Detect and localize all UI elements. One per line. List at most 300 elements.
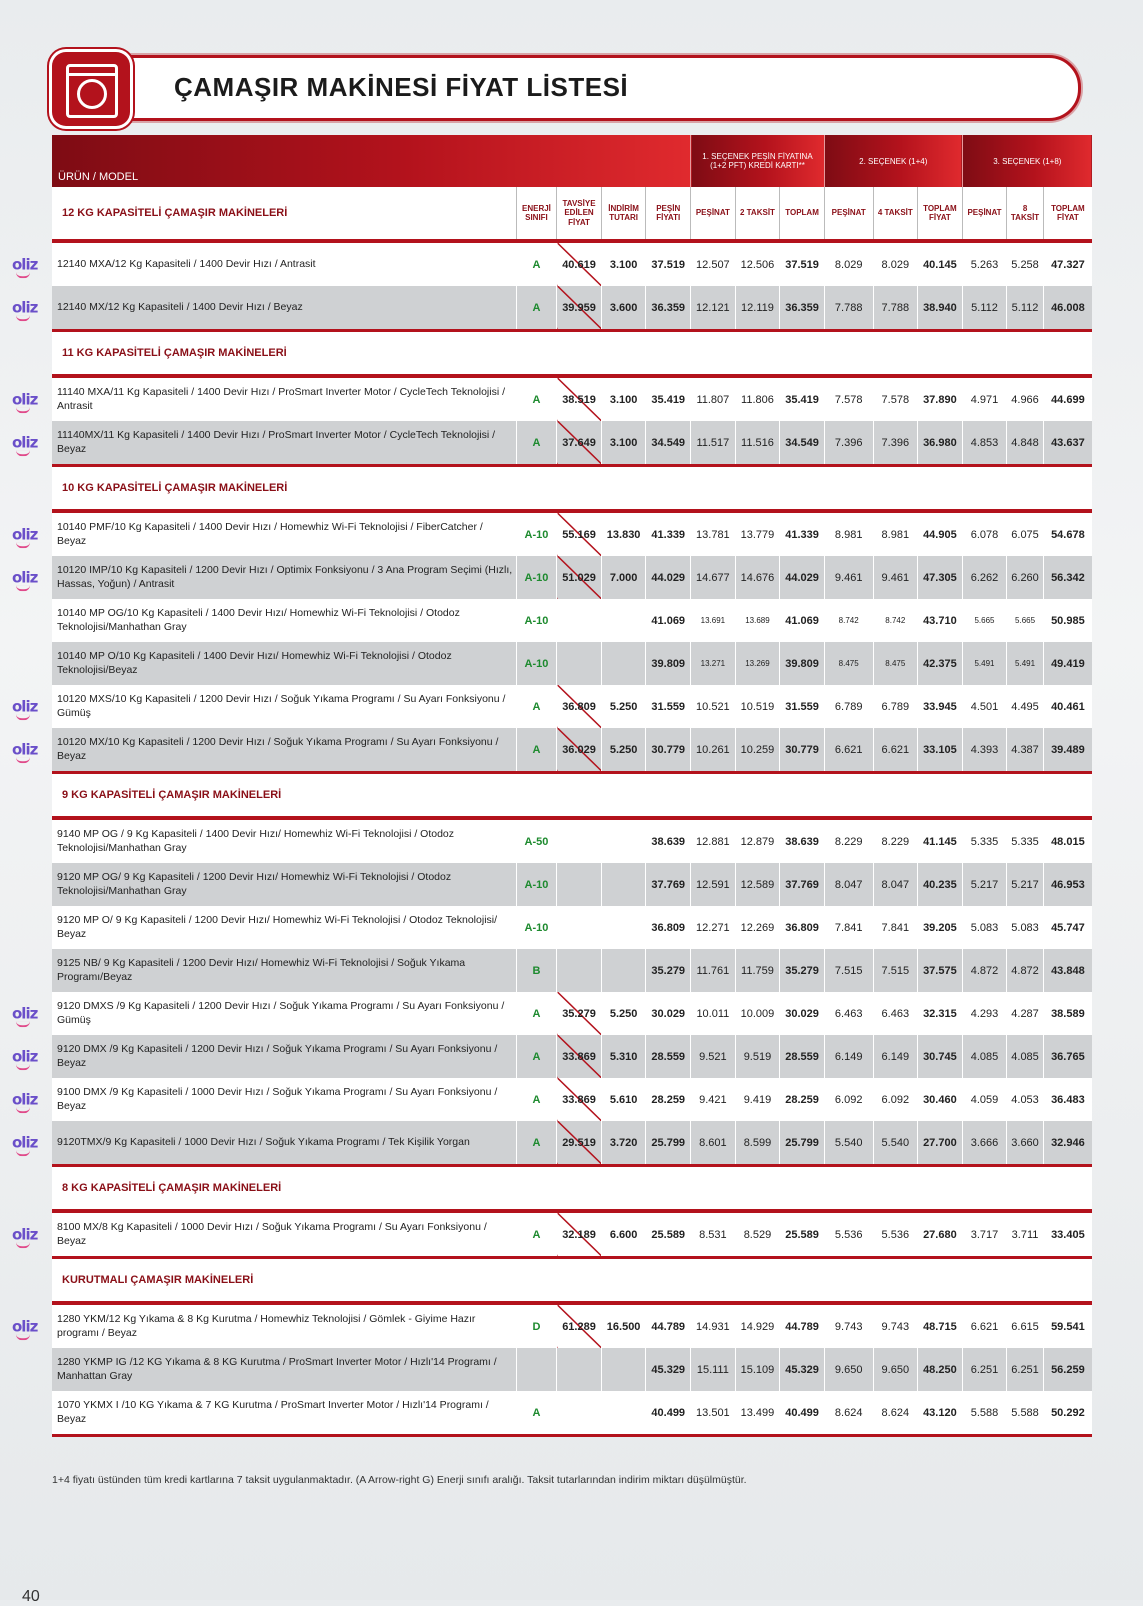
cell-opt1-total: 31.559 — [780, 685, 825, 728]
product-name-text: 9120 DMX /9 Kg Kapasiteli / 1200 Devir Hızı / Soğuk Yıkama Programı / Su Ayarı Fonksiyonu / Beyaz — [57, 1042, 498, 1069]
cell-recommended-price — [557, 642, 602, 685]
cell-opt2-total: 27.680 — [918, 1211, 963, 1258]
cell-opt3-total: 36.483 — [1043, 1078, 1092, 1121]
product-name-text: 9100 DMX /9 Kg Kapasiteli / 1000 Devir Hızı / Soğuk Yıkama Programı / Su Ayarı Fonksiyonu / Beyaz — [57, 1085, 498, 1112]
cell-opt2-4-installment: 9.743 — [873, 1303, 918, 1348]
cell-opt3-total: 48.015 — [1043, 818, 1092, 863]
cell-opt2-4-installment: 8.047 — [873, 863, 918, 906]
cell-discount: 5.610 — [601, 1078, 646, 1121]
cell-discount — [601, 599, 646, 642]
product-name-text: 9125 NB/ 9 Kg Kapasiteli / 1200 Devir Hızı/ Homewhiz Wi-Fi Teknolojisi / Soğuk Yıkama Programı/Beyaz — [57, 956, 466, 983]
oliz-logo: oliz — [12, 297, 38, 316]
product-name — [12, 1035, 516, 1078]
cell-opt1-2-installment: 11.806 — [735, 376, 780, 421]
table-row — [52, 376, 1092, 421]
cell-cash-price: 38.639 — [646, 818, 691, 863]
cell-discount: 16.500 — [601, 1303, 646, 1348]
cell-opt1-2-installment: 13.689 — [735, 599, 780, 642]
section-title: KURUTMALI ÇAMAŞIR MAKİNELERİ — [52, 1258, 1092, 1304]
section-title: 8 KG KAPASİTELİ ÇAMAŞIR MAKİNELERİ — [52, 1166, 1092, 1212]
cell-opt2-total: 48.715 — [918, 1303, 963, 1348]
section-row — [52, 1166, 1092, 1212]
cell-opt1-total: 36.809 — [780, 906, 825, 949]
product-name-text: 12140 MXA/12 Kg Kapasiteli / 1400 Devir Hızı / Antrasit — [57, 257, 316, 270]
cell-opt3-total: 56.259 — [1043, 1348, 1092, 1391]
cell-opt1-downpayment: 13.271 — [691, 642, 736, 685]
cell-energy-class: A — [516, 1391, 557, 1436]
cell-opt2-downpayment: 7.788 — [824, 286, 873, 331]
cell-opt3-downpayment: 5.491 — [962, 642, 1007, 685]
table-row — [52, 556, 1092, 599]
column-header-opt1-total: TOPLAM — [780, 187, 825, 241]
product-name — [12, 685, 516, 728]
cell-opt2-4-installment: 9.650 — [873, 1348, 918, 1391]
header-option-2: 2. SEÇENEK (1+4) — [824, 135, 962, 187]
cell-opt1-2-installment: 10.259 — [735, 728, 780, 773]
table-row — [52, 241, 1092, 286]
cell-opt3-downpayment: 5.588 — [962, 1391, 1007, 1436]
cell-opt3-downpayment: 4.971 — [962, 376, 1007, 421]
cell-opt3-total: 43.637 — [1043, 421, 1092, 466]
cell-opt1-total: 38.639 — [780, 818, 825, 863]
cell-opt1-2-installment: 12.589 — [735, 863, 780, 906]
product-name — [12, 286, 516, 331]
table-row — [52, 421, 1092, 466]
cell-opt1-downpayment: 12.507 — [691, 241, 736, 286]
column-header-opt2-downpayment: PEŞİNAT — [824, 187, 873, 241]
cell-opt3-downpayment: 4.872 — [962, 949, 1007, 992]
product-name — [12, 1078, 516, 1121]
section-row — [52, 331, 1092, 377]
cell-opt1-2-installment: 9.519 — [735, 1035, 780, 1078]
price-table — [12, 135, 1092, 1437]
cell-cash-price: 28.259 — [646, 1078, 691, 1121]
product-name-text: 1280 YKMP IG /12 KG Yıkama & 8 KG Kurutma / ProSmart Inverter Motor / Hızlı'14 Programı / Manhattan Gray — [57, 1355, 497, 1382]
cell-energy-class: A — [516, 992, 557, 1035]
cell-opt3-downpayment: 4.853 — [962, 421, 1007, 466]
cell-opt1-downpayment: 8.531 — [691, 1211, 736, 1258]
cell-opt1-downpayment: 12.121 — [691, 286, 736, 331]
cell-opt1-total: 45.329 — [780, 1348, 825, 1391]
cell-opt3-downpayment: 4.393 — [962, 728, 1007, 773]
product-name — [52, 949, 516, 992]
cell-opt3-downpayment: 5.263 — [962, 241, 1007, 286]
column-header-opt2-4-installment: 4 TAKSİT — [873, 187, 918, 241]
product-name — [12, 376, 516, 421]
oliz-logo: oliz — [12, 389, 38, 408]
cell-opt2-total: 30.745 — [918, 1035, 963, 1078]
cell-recommended-price — [557, 906, 602, 949]
section-row — [52, 1258, 1092, 1304]
cell-opt3-downpayment: 3.666 — [962, 1121, 1007, 1166]
cell-opt2-total: 27.700 — [918, 1121, 963, 1166]
cell-opt2-downpayment: 8.475 — [824, 642, 873, 685]
column-header-cash-price: PEŞİN FİYATI — [646, 187, 691, 241]
cell-cash-price: 39.809 — [646, 642, 691, 685]
cell-cash-price: 30.029 — [646, 992, 691, 1035]
product-name-text: 9120 DMXS /9 Kg Kapasiteli / 1200 Devir Hızı / Soğuk Yıkama Programı / Su Ayarı Fonksiyonu / Gümüş — [57, 999, 505, 1026]
cell-discount — [601, 1391, 646, 1436]
cell-opt3-total: 33.405 — [1043, 1211, 1092, 1258]
cell-opt2-downpayment: 7.515 — [824, 949, 873, 992]
cell-opt2-total: 38.940 — [918, 286, 963, 331]
column-header-opt3-downpayment: PEŞİNAT — [962, 187, 1007, 241]
cell-opt1-2-installment: 12.119 — [735, 286, 780, 331]
cell-opt1-total: 30.029 — [780, 992, 825, 1035]
cell-opt1-total: 39.809 — [780, 642, 825, 685]
cell-opt2-4-installment: 9.461 — [873, 556, 918, 599]
cell-opt2-downpayment: 7.578 — [824, 376, 873, 421]
cell-opt3-downpayment: 3.717 — [962, 1211, 1007, 1258]
washing-machine-icon — [52, 52, 130, 126]
cell-recommended-price: 36.809 — [557, 685, 602, 728]
cell-discount: 5.250 — [601, 992, 646, 1035]
cell-energy-class: A — [516, 421, 557, 466]
product-name-text: 10120 MXS/10 Kg Kapasiteli / 1200 Devir Hızı / Soğuk Yıkama Programı / Su Ayarı Fonksiyonu / Gümüş — [57, 692, 506, 719]
product-name — [12, 992, 516, 1035]
cell-opt3-total: 45.747 — [1043, 906, 1092, 949]
cell-opt2-downpayment: 8.624 — [824, 1391, 873, 1436]
cell-opt2-total: 47.305 — [918, 556, 963, 599]
cell-cash-price: 45.329 — [646, 1348, 691, 1391]
product-name-text: 8100 MX/8 Kg Kapasiteli / 1000 Devir Hızı / Soğuk Yıkama Programı / Su Ayarı Fonksiyonu / Beyaz — [57, 1220, 487, 1247]
product-name — [12, 421, 516, 466]
product-name — [12, 728, 516, 773]
cell-opt1-downpayment: 12.591 — [691, 863, 736, 906]
product-name-text: 9120TMX/9 Kg Kapasiteli / 1000 Devir Hızı / Soğuk Yıkama Programı / Tek Kişilik Yorgan — [57, 1135, 470, 1148]
product-name — [12, 511, 516, 556]
table-row — [52, 642, 1092, 685]
table-row — [52, 685, 1092, 728]
cell-opt1-downpayment: 12.881 — [691, 818, 736, 863]
cell-recommended-price — [557, 1391, 602, 1436]
cell-discount — [601, 863, 646, 906]
cell-opt2-4-installment: 7.788 — [873, 286, 918, 331]
cell-opt3-total: 46.953 — [1043, 863, 1092, 906]
cell-opt2-total: 36.980 — [918, 421, 963, 466]
product-name-text: 10140 PMF/10 Kg Kapasiteli / 1400 Devir Hızı / Homewhiz Wi-Fi Teknolojisi / FiberCatcher / Beyaz — [57, 520, 483, 547]
cell-opt3-total: 46.008 — [1043, 286, 1092, 331]
cell-opt2-4-installment: 8.981 — [873, 511, 918, 556]
product-name-text: 9140 MP OG / 9 Kg Kapasiteli / 1400 Devir Hızı/ Homewhiz Wi-Fi Teknolojisi / Otodoz Teknolojisi/Manhathan Gray — [57, 827, 455, 854]
product-name-text: 1070 YKMX I /10 KG Yıkama & 7 KG Kurutma / ProSmart Inverter Motor / Hızlı'14 Programı / Beyaz — [57, 1398, 489, 1425]
cell-opt3-8-installment: 4.387 — [1007, 728, 1043, 773]
cell-opt3-8-installment: 5.665 — [1007, 599, 1043, 642]
cell-opt3-total: 50.292 — [1043, 1391, 1092, 1436]
cell-cash-price: 37.769 — [646, 863, 691, 906]
cell-discount: 5.250 — [601, 728, 646, 773]
cell-energy-class: A-50 — [516, 818, 557, 863]
oliz-logo: oliz — [12, 739, 38, 758]
product-name — [52, 1348, 516, 1391]
cell-cash-price: 35.279 — [646, 949, 691, 992]
table-row — [52, 1348, 1092, 1391]
cell-cash-price: 25.799 — [646, 1121, 691, 1166]
cell-opt3-8-installment: 5.217 — [1007, 863, 1043, 906]
product-name-text: 9120 MP O/ 9 Kg Kapasiteli / 1200 Devir Hızı/ Homewhiz Wi-Fi Teknolojisi / Otodoz Teknolojisi/ Beyaz — [57, 913, 498, 940]
cell-opt1-total: 30.779 — [780, 728, 825, 773]
cell-discount: 13.830 — [601, 511, 646, 556]
cell-opt2-total: 30.460 — [918, 1078, 963, 1121]
section-row — [52, 773, 1092, 819]
cell-opt3-downpayment: 4.085 — [962, 1035, 1007, 1078]
oliz-logo: oliz — [12, 1224, 38, 1243]
column-header-opt1-downpayment: PEŞİNAT — [691, 187, 736, 241]
cell-opt2-downpayment: 9.743 — [824, 1303, 873, 1348]
product-name — [12, 241, 516, 286]
cell-energy-class: A — [516, 286, 557, 331]
cell-opt3-8-installment: 4.872 — [1007, 949, 1043, 992]
cell-opt3-total: 36.765 — [1043, 1035, 1092, 1078]
cell-opt1-downpayment: 10.011 — [691, 992, 736, 1035]
cell-cash-price: 36.359 — [646, 286, 691, 331]
cell-recommended-price: 36.029 — [557, 728, 602, 773]
cell-opt2-total: 37.575 — [918, 949, 963, 992]
page-title: ÇAMAŞIR MAKİNESİ FİYAT LİSTESİ — [174, 72, 629, 102]
cell-opt1-2-installment: 8.529 — [735, 1211, 780, 1258]
cell-discount — [601, 949, 646, 992]
cell-energy-class: A — [516, 241, 557, 286]
cell-cash-price: 30.779 — [646, 728, 691, 773]
cell-opt1-downpayment: 11.761 — [691, 949, 736, 992]
cell-energy-class: A — [516, 1211, 557, 1258]
cell-opt2-4-installment: 6.621 — [873, 728, 918, 773]
oliz-logo: oliz — [12, 1046, 38, 1065]
table-row — [52, 949, 1092, 992]
cell-energy-class: A-10 — [516, 863, 557, 906]
cell-opt1-downpayment: 15.111 — [691, 1348, 736, 1391]
cell-opt1-2-installment: 15.109 — [735, 1348, 780, 1391]
cell-opt1-2-installment: 11.516 — [735, 421, 780, 466]
cell-opt1-downpayment: 13.781 — [691, 511, 736, 556]
cell-opt2-total: 41.145 — [918, 818, 963, 863]
product-name-text: 10120 IMP/10 Kg Kapasiteli / 1200 Devir Hızı / Optimix Fonksiyonu / 3 Ana Program Seçimi (Hızlı, Hassas, Yoğun) / Antrasit — [57, 563, 513, 590]
cell-cash-price: 37.519 — [646, 241, 691, 286]
cell-opt1-2-installment: 12.506 — [735, 241, 780, 286]
cell-opt3-downpayment: 6.621 — [962, 1303, 1007, 1348]
product-name — [12, 1211, 516, 1258]
cell-opt1-total: 41.339 — [780, 511, 825, 556]
cell-opt3-total: 50.985 — [1043, 599, 1092, 642]
cell-opt3-downpayment: 4.501 — [962, 685, 1007, 728]
cell-discount: 3.600 — [601, 286, 646, 331]
cell-opt2-downpayment: 8.047 — [824, 863, 873, 906]
cell-discount — [601, 1348, 646, 1391]
cell-opt3-total: 32.946 — [1043, 1121, 1092, 1166]
oliz-logo: oliz — [12, 1316, 38, 1335]
cell-recommended-price — [557, 599, 602, 642]
cell-opt2-downpayment: 9.650 — [824, 1348, 873, 1391]
cell-cash-price: 41.069 — [646, 599, 691, 642]
cell-opt1-2-installment: 8.599 — [735, 1121, 780, 1166]
cell-energy-class: A — [516, 1078, 557, 1121]
column-header-opt1-2-installment: 2 TAKSİT — [735, 187, 780, 241]
cell-opt3-8-installment: 5.112 — [1007, 286, 1043, 331]
cell-opt2-4-installment: 6.789 — [873, 685, 918, 728]
cell-opt1-total: 25.799 — [780, 1121, 825, 1166]
table-row — [52, 992, 1092, 1035]
cell-recommended-price: 38.519 — [557, 376, 602, 421]
cell-opt2-4-installment: 6.463 — [873, 992, 918, 1035]
cell-opt1-total: 36.359 — [780, 286, 825, 331]
product-name — [12, 1121, 516, 1166]
cell-recommended-price — [557, 949, 602, 992]
cell-opt3-8-installment: 6.260 — [1007, 556, 1043, 599]
cell-opt1-downpayment: 11.807 — [691, 376, 736, 421]
table-row — [52, 286, 1092, 331]
cell-opt1-total: 28.259 — [780, 1078, 825, 1121]
cell-opt3-downpayment: 4.059 — [962, 1078, 1007, 1121]
cell-discount: 6.600 — [601, 1211, 646, 1258]
footnote: 1+4 fiyatı üstünden tüm kredi kartlarına 7 taksit uygulanmaktadır. (A Arrow-right G) Enerji sınıfı aralığı. Taksit tutarlarından indirim miktarı düşülmüştür. — [52, 1474, 747, 1486]
table-row — [52, 511, 1092, 556]
cell-opt2-4-installment: 8.475 — [873, 642, 918, 685]
cell-opt3-total: 47.327 — [1043, 241, 1092, 286]
column-header-recommended-price: TAVSİYE EDİLEN FİYAT — [557, 187, 602, 241]
cell-opt2-downpayment: 6.092 — [824, 1078, 873, 1121]
cell-discount: 3.100 — [601, 376, 646, 421]
cell-opt3-8-installment: 6.251 — [1007, 1348, 1043, 1391]
cell-energy-class: A — [516, 1035, 557, 1078]
cell-opt1-downpayment: 12.271 — [691, 906, 736, 949]
product-name-text: 9120 MP OG/ 9 Kg Kapasiteli / 1200 Devir Hızı/ Homewhiz Wi-Fi Teknolojisi / Otodoz Teknolojisi/Manhathan Gray — [57, 870, 452, 897]
cell-opt1-total: 44.029 — [780, 556, 825, 599]
cell-recommended-price: 32.189 — [557, 1211, 602, 1258]
cell-opt3-8-installment: 6.615 — [1007, 1303, 1043, 1348]
cell-opt2-total: 33.105 — [918, 728, 963, 773]
table-row — [52, 818, 1092, 863]
cell-cash-price: 25.589 — [646, 1211, 691, 1258]
cell-energy-class: A-10 — [516, 511, 557, 556]
cell-cash-price: 44.029 — [646, 556, 691, 599]
cell-energy-class: A-10 — [516, 642, 557, 685]
cell-recommended-price: 33.869 — [557, 1078, 602, 1121]
column-header-energy-class: ENERJİ SINIFI — [516, 187, 557, 241]
cell-opt3-downpayment: 5.665 — [962, 599, 1007, 642]
oliz-logo: oliz — [12, 1089, 38, 1108]
product-name — [52, 1391, 516, 1436]
cell-opt1-downpayment: 9.421 — [691, 1078, 736, 1121]
cell-opt1-total: 34.549 — [780, 421, 825, 466]
cell-discount — [601, 642, 646, 685]
header-option-3: 3. SEÇENEK (1+8) — [962, 135, 1092, 187]
cell-opt3-total: 39.489 — [1043, 728, 1092, 773]
section-header-row — [52, 187, 1092, 241]
product-name-text: 1280 YKM/12 Kg Yıkama & 8 Kg Kurutma / Homewhiz Teknolojisi / Gömlek - Giyime Hazır programı / Beyaz — [57, 1312, 476, 1339]
cell-opt3-downpayment: 5.217 — [962, 863, 1007, 906]
cell-opt2-total: 33.945 — [918, 685, 963, 728]
cell-opt1-downpayment: 13.501 — [691, 1391, 736, 1436]
cell-opt2-downpayment: 6.149 — [824, 1035, 873, 1078]
cell-opt1-downpayment: 11.517 — [691, 421, 736, 466]
cell-opt1-2-installment: 10.009 — [735, 992, 780, 1035]
cell-energy-class: A-10 — [516, 556, 557, 599]
table-row — [52, 1035, 1092, 1078]
header-model: ÜRÜN / MODEL — [52, 135, 691, 187]
cell-opt3-total: 54.678 — [1043, 511, 1092, 556]
cell-opt3-downpayment: 4.293 — [962, 992, 1007, 1035]
cell-opt2-total: 42.375 — [918, 642, 963, 685]
cell-opt1-total: 37.519 — [780, 241, 825, 286]
table-row — [52, 728, 1092, 773]
cell-opt2-downpayment: 8.981 — [824, 511, 873, 556]
product-name-text: 11140MX/11 Kg Kapasiteli / 1400 Devir Hızı / ProSmart Inverter Motor / CycleTech Teknolojisi / Beyaz — [57, 428, 496, 455]
table-row — [52, 1303, 1092, 1348]
column-header-discount: İNDİRİM TUTARI — [601, 187, 646, 241]
oliz-logo: oliz — [12, 696, 38, 715]
cell-opt1-downpayment: 14.677 — [691, 556, 736, 599]
cell-opt3-downpayment: 6.078 — [962, 511, 1007, 556]
cell-discount: 5.310 — [601, 1035, 646, 1078]
cell-cash-price: 36.809 — [646, 906, 691, 949]
cell-opt1-downpayment: 13.691 — [691, 599, 736, 642]
cell-discount: 3.100 — [601, 241, 646, 286]
cell-opt2-4-installment: 6.149 — [873, 1035, 918, 1078]
table-row — [52, 599, 1092, 642]
cell-opt3-8-installment: 5.258 — [1007, 241, 1043, 286]
cell-recommended-price: 37.649 — [557, 421, 602, 466]
cell-opt2-total: 32.315 — [918, 992, 963, 1035]
cell-energy-class: A — [516, 376, 557, 421]
cell-opt3-downpayment: 6.251 — [962, 1348, 1007, 1391]
cell-opt2-downpayment: 7.841 — [824, 906, 873, 949]
cell-energy-class: A — [516, 685, 557, 728]
section-row — [52, 466, 1092, 512]
product-name — [12, 1303, 516, 1348]
cell-recommended-price: 55.169 — [557, 511, 602, 556]
cell-opt3-downpayment: 5.335 — [962, 818, 1007, 863]
cell-opt2-downpayment: 8.029 — [824, 241, 873, 286]
cell-opt2-4-installment: 8.229 — [873, 818, 918, 863]
cell-opt1-2-installment: 13.779 — [735, 511, 780, 556]
table-row — [52, 1211, 1092, 1258]
cell-opt1-total: 41.069 — [780, 599, 825, 642]
cell-opt2-4-installment: 7.396 — [873, 421, 918, 466]
table-row — [52, 906, 1092, 949]
cell-opt1-total: 44.789 — [780, 1303, 825, 1348]
title-banner — [52, 52, 1092, 122]
product-name-text: 11140 MXA/11 Kg Kapasiteli / 1400 Devir Hızı / ProSmart Inverter Motor / CycleTech Teknolojisi / Antrasit — [57, 385, 505, 412]
page-number: 40 — [22, 1588, 40, 1605]
cell-opt1-total: 35.279 — [780, 949, 825, 992]
cell-opt2-total: 37.890 — [918, 376, 963, 421]
cell-opt2-4-installment: 7.578 — [873, 376, 918, 421]
cell-opt3-8-installment: 5.335 — [1007, 818, 1043, 863]
product-name-text: 10120 MX/10 Kg Kapasiteli / 1200 Devir Hızı / Soğuk Yıkama Programı / Su Ayarı Fonksiyonu / Beyaz — [57, 735, 499, 762]
cell-opt3-downpayment: 5.112 — [962, 286, 1007, 331]
cell-opt1-downpayment: 9.521 — [691, 1035, 736, 1078]
cell-opt2-4-installment: 6.092 — [873, 1078, 918, 1121]
cell-opt1-2-installment: 9.419 — [735, 1078, 780, 1121]
cell-opt2-downpayment: 8.742 — [824, 599, 873, 642]
cell-opt3-total: 43.848 — [1043, 949, 1092, 992]
cell-opt1-2-installment: 12.269 — [735, 906, 780, 949]
cell-opt2-4-installment: 5.540 — [873, 1121, 918, 1166]
cell-opt3-total: 59.541 — [1043, 1303, 1092, 1348]
oliz-logo: oliz — [12, 524, 38, 543]
cell-opt1-total: 40.499 — [780, 1391, 825, 1436]
product-name-text: 10140 MP OG/10 Kg Kapasiteli / 1400 Devir Hızı/ Homewhiz Wi-Fi Teknolojisi / Otodoz Teknolojisi/Manhathan Gray — [57, 606, 460, 633]
column-header-opt2-total: TOPLAM FİYAT — [918, 187, 963, 241]
section-title: 11 KG KAPASİTELİ ÇAMAŞIR MAKİNELERİ — [52, 331, 1092, 377]
oliz-logo: oliz — [12, 432, 38, 451]
cell-opt2-4-installment: 7.841 — [873, 906, 918, 949]
section-title: 10 KG KAPASİTELİ ÇAMAŞIR MAKİNELERİ — [52, 466, 1092, 512]
cell-opt3-8-installment: 3.711 — [1007, 1211, 1043, 1258]
cell-cash-price: 28.559 — [646, 1035, 691, 1078]
oliz-logo: oliz — [12, 567, 38, 586]
cell-recommended-price — [557, 818, 602, 863]
